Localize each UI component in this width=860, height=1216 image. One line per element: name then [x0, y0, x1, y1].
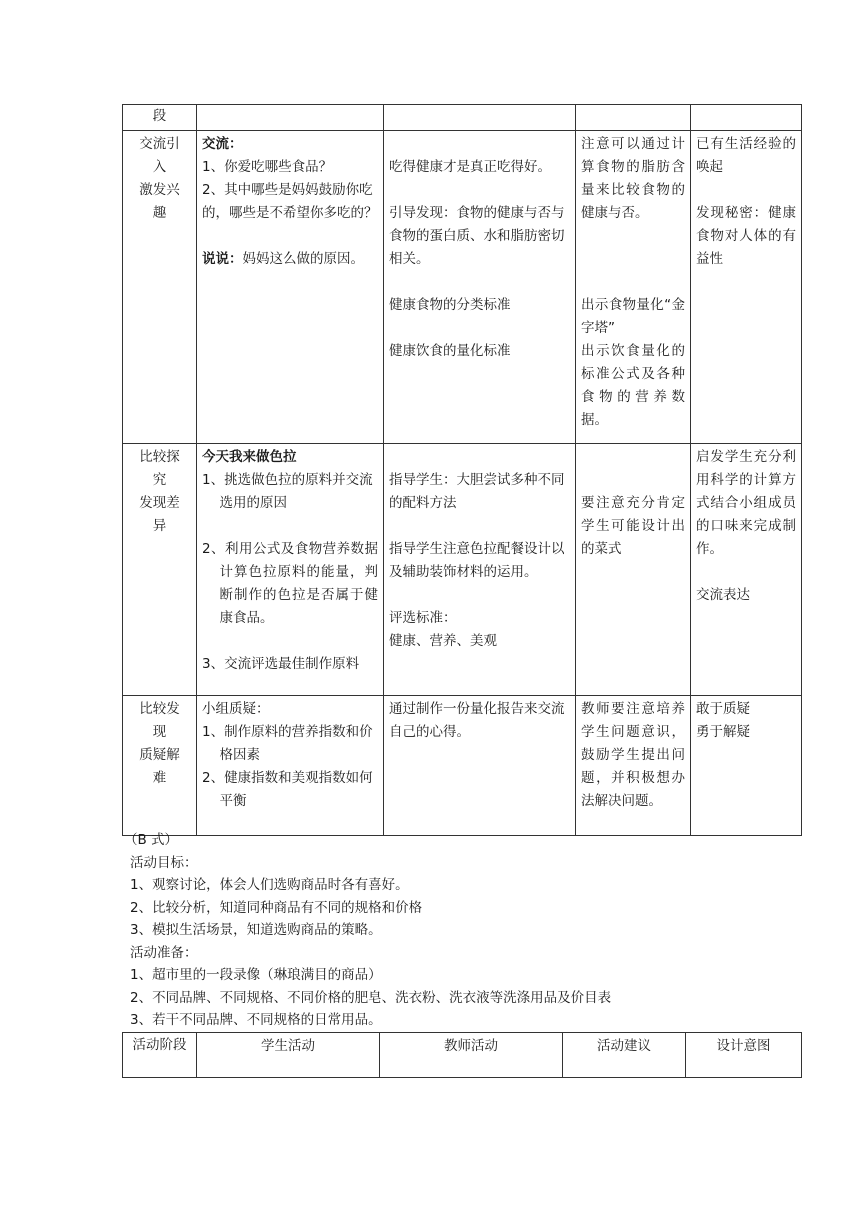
table-header-row [123, 1033, 802, 1078]
stage-header-tail: 段 [123, 105, 197, 131]
student-activity-cell: 小组质疑： 1、制作原料的营养指数和价格因素 2、健康指数和美观指数如何平衡 [197, 696, 384, 836]
header-stage: 活动阶段 [123, 1033, 197, 1078]
goal-title: 活动目标： [130, 854, 198, 871]
lesson-table-2 [122, 1032, 802, 1078]
intent-cell: 启发学生充分利用科学的计算方式结合小组成员的口味来完成制作。 交流表达 [691, 444, 802, 696]
prep-item: 3、若干不同品牌、不同规格的日常用品。 [130, 1012, 382, 1028]
teacher-activity-cell: 通过制作一份量化报告来交流自己的心得。 [384, 696, 576, 836]
stage-cell: 比较探 究 发现差 异 [123, 444, 197, 696]
prep-item: 2、不同品牌、不同规格、不同价格的肥皂、洗衣粉、洗衣液等洗涤用品及价目表 [130, 989, 612, 1006]
lesson-table-1 [122, 104, 802, 836]
student-activity-cell: 交流： 1、你爱吃哪些食品？ 2、其中哪些是妈妈鼓励你吃的，哪些是不希望你多吃的？ 说说：妈妈这么做的原因。 [197, 131, 384, 444]
goal-item: 2、比较分析，知道同种商品有不同的规格和价格 [130, 899, 423, 916]
stage-cell: 交流引 入 激发兴 趣 [123, 131, 197, 444]
header-suggest: 活动建议 [563, 1033, 686, 1078]
goal-item: 3、模拟生活场景，知道选购商品的策略。 [130, 922, 382, 938]
teacher-activity-cell: 指导学生：大胆尝试多种不同的配料方法 指导学生注意色拉配餐设计以及辅助装饰材料的运用。 评选标准： 健康、营养、美观 [384, 444, 576, 696]
prep-item: 1、超市里的一段录像（琳琅满目的商品） [130, 967, 382, 983]
goal-item: 1、观察讨论，体会人们选购商品时各有喜好。 [130, 877, 409, 893]
student-activity-cell: 今天我来做色拉 1、挑选做色拉的原料并交流选用的原因 2、利用公式及食物营养数据计算色拉原料的能量，判断制作的色拉是否属于健康食品。 3、交流评选最佳制作原料 [197, 444, 384, 696]
suggestion-cell: 注意可以通过计算食物的脂肪含量来比较食物的健康与否。 出示食物量化“金字塔” 出示饮食量化的标准公式及各种食物的营养数据。 [576, 131, 691, 444]
prep-title: 活动准备： [130, 944, 198, 961]
table-row [123, 131, 802, 444]
stage-cell: 比较发 现 质疑解 难 [123, 696, 197, 836]
intent-cell: 敢于质疑 勇于解疑 [691, 696, 802, 836]
intent-cell: 已有生活经验的唤起 发现秘密：健康食物对人体的有益性 [691, 131, 802, 444]
header-intent: 设计意图 [686, 1033, 802, 1078]
suggestion-cell: 要注意充分肯定学生可能设计出的菜式 [576, 444, 691, 696]
table-row [123, 444, 802, 696]
teacher-activity-cell: 吃得健康才是真正吃得好。 引导发现：食物的健康与否与食物的蛋白质、水和脂肪密切相关。 健康食物的分类标准 健康饮食的量化标准 [384, 131, 576, 444]
table-row [123, 696, 802, 836]
section-b-label: （B 式） [124, 832, 179, 848]
header-student: 学生活动 [197, 1033, 380, 1078]
header-teacher: 教师活动 [380, 1033, 563, 1078]
table-row [123, 105, 802, 131]
suggestion-cell: 教师要注意培养学生问题意识，鼓励学生提出问题，并积极想办法解决问题。 [576, 696, 691, 836]
section-b [124, 829, 612, 1032]
